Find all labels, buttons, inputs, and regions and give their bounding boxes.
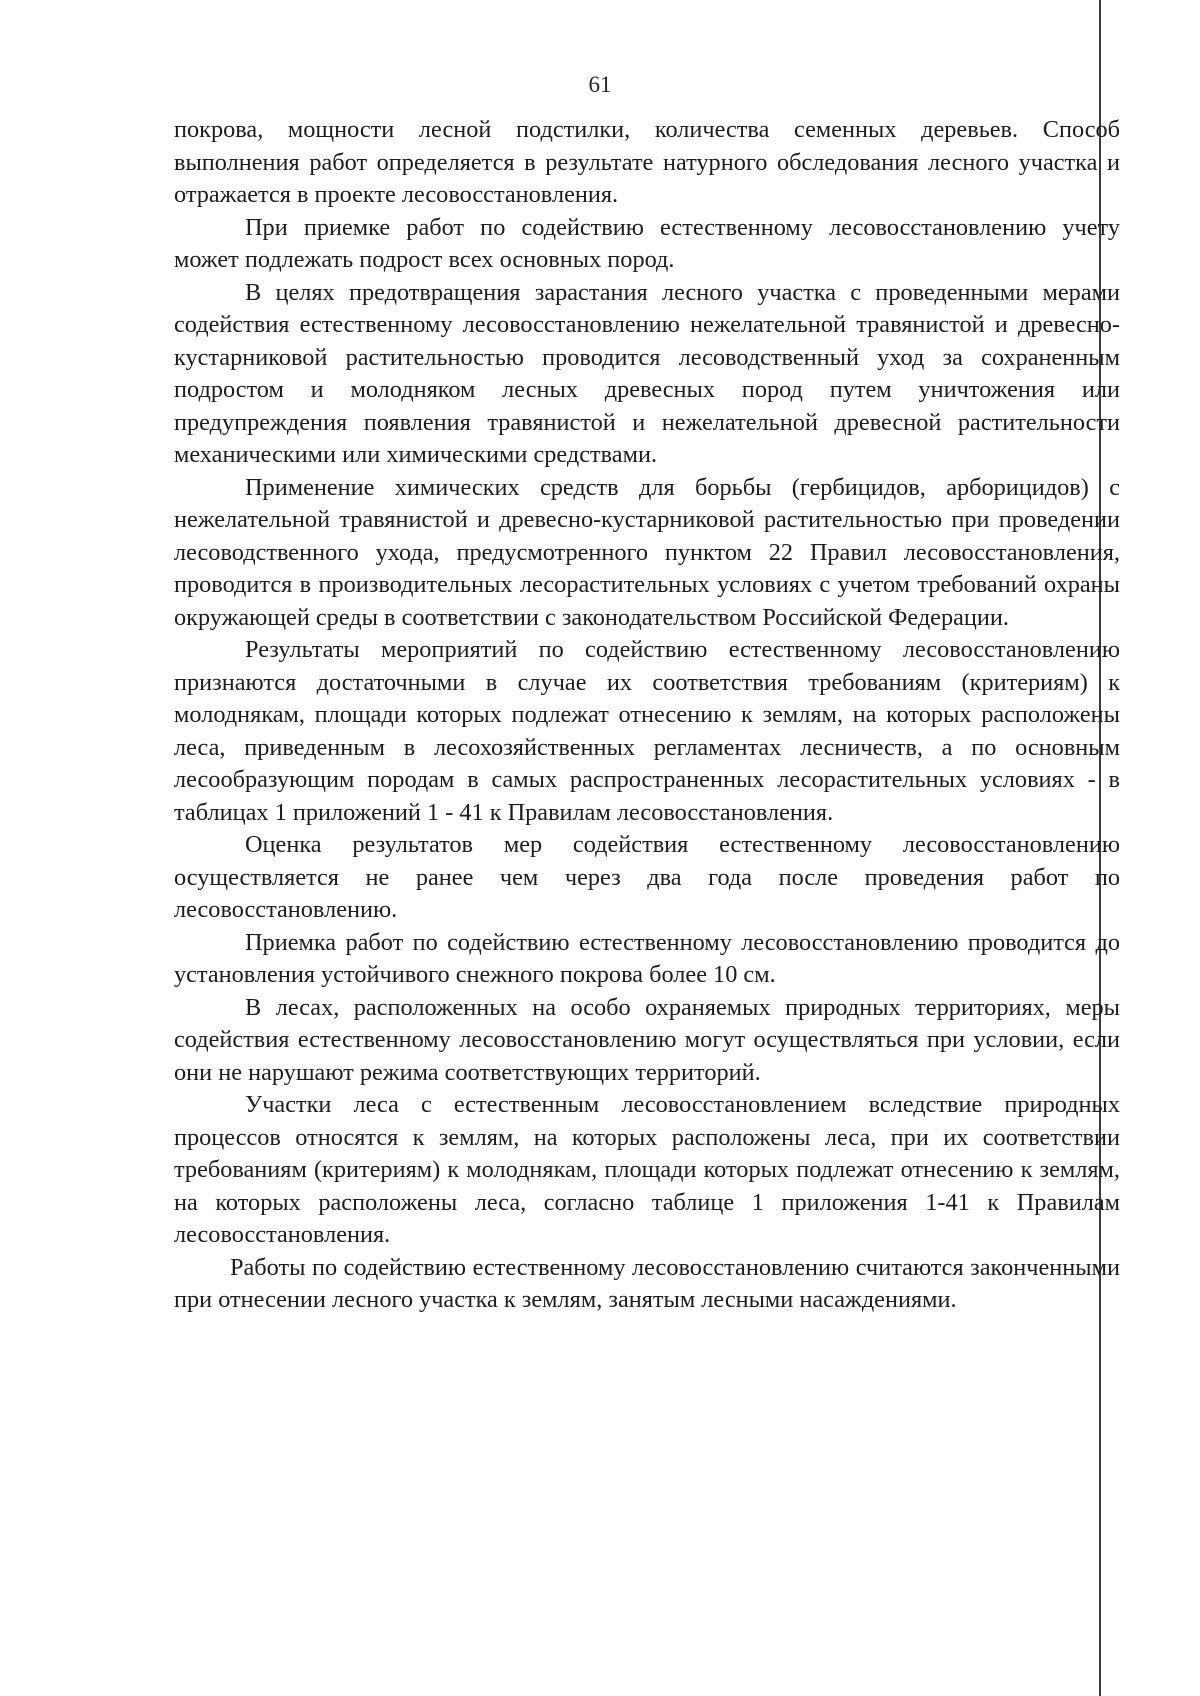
- paragraph: В целях предотвращения зарастания лесного участка с проведенными мерами содействия естественному лесовосстановлению нежелательной травянистой и древесно-кустарниковой растительностью проводится лесоводственный уход за сохраненным подростом и молодняком лесных древесных пород путем уничтожения или предупреждения появления травянистой и нежелательной древесной растительности механическими или химическими средствами.: [174, 278, 1120, 468]
- paragraph: При приемке работ по содействию естественному лесовосстановлению учету может подлежать подрост всех основных пород.: [174, 213, 1120, 273]
- paragraph: В лесах, расположенных на особо охраняемых природных территориях, меры содействия естественному лесовосстановлению могут осуществляться при условии, если они не нарушают режима соответствующих территорий.: [174, 993, 1120, 1086]
- document-body: [174, 114, 1120, 1317]
- paragraph: Приемка работ по содействию естественному лесовосстановлению проводится до установления устойчивого снежного покрова более 10 см.: [174, 928, 1120, 988]
- paragraph: Участки леса с естественным лесовосстановлением вследствие природных процессов относятся к землям, на которых расположены леса, при их соответствии требованиям (критериям) к молоднякам, площади которых подлежат отнесению к землям, на которых расположены леса, согласно таблице 1 приложения 1-41 к Правилам лесовосстановления.: [174, 1091, 1120, 1248]
- page-number: 61: [588, 72, 612, 97]
- paragraph: Работы по содействию естественному лесовосстановлению считаются законченными при отнесении лесного участка к землям, занятым лесными насаждениями.: [174, 1253, 1120, 1313]
- paragraph: покрова, мощности лесной подстилки, количества семенных деревьев. Способ выполнения работ определяется в результате натурного обследования лесного участка и отражается в проекте лесовосстановления.: [174, 116, 1120, 208]
- paragraph: Оценка результатов мер содействия естественному лесовосстановлению осуществляется не ранее чем через два года после проведения работ по лесовосстановлению.: [174, 831, 1120, 923]
- paragraph: Применение химических средств для борьбы (гербицидов, арборицидов) с нежелательной травянистой и древесно-кустарниковой растительностью при проведении лесоводственного ухода, предусмотренного пунктом 22 Правил лесовосстановления, проводится в производительных лесорастительных условиях с учетом требований охраны окружающей среды в соответствии с законодательством Российской Федерации.: [174, 473, 1120, 631]
- paragraph: Результаты мероприятий по содействию естественному лесовосстановлению признаются достаточными в случае их соответствия требованиям (критериям) к молоднякам, площади которых подлежат отнесению к землям, на которых расположены леса, приведенным в лесохозяйственных регламентах лесничеств, а по основным лесообразующим породам в самых распространенных лесорастительных условиях - в таблицах 1 приложений 1 - 41 к Правилам лесовосстановления.: [174, 636, 1120, 826]
